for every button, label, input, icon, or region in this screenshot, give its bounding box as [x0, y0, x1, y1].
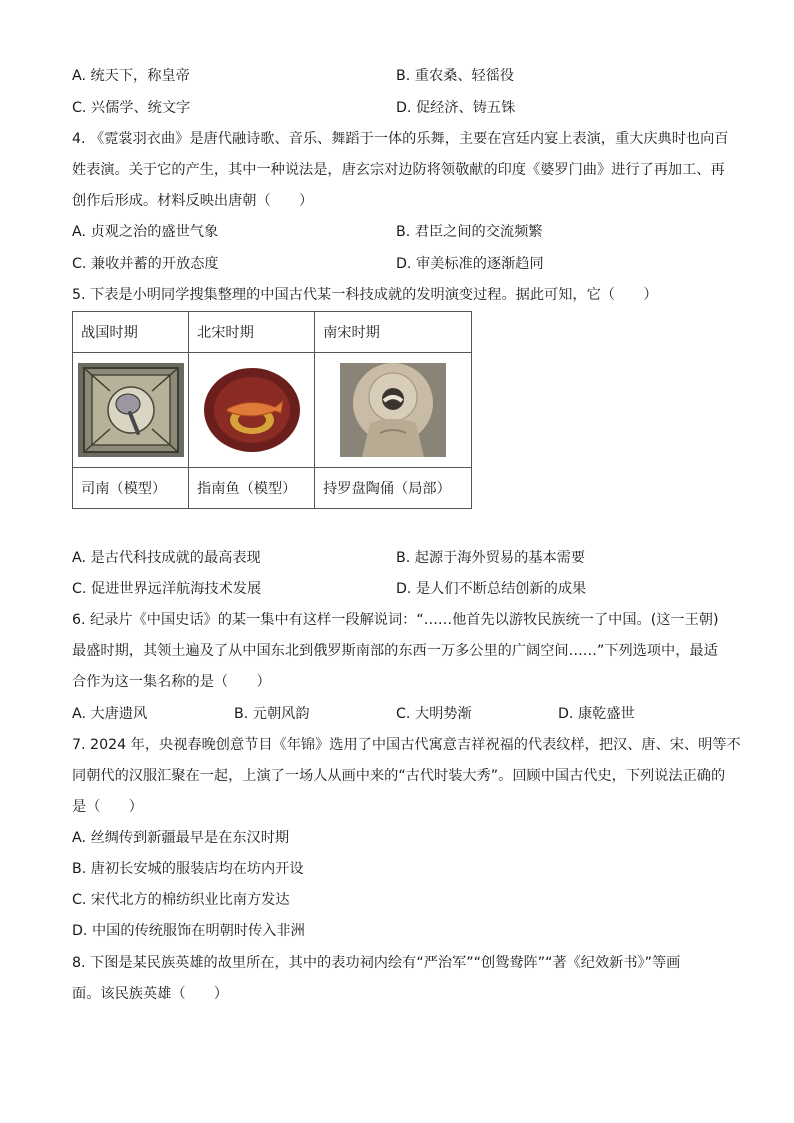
q7-option-a: A. 丝绸传到新疆最早是在东汉时期: [72, 830, 290, 846]
q4-line2: 姓表演。关于它的产生，其中一种说法是，唐玄宗对边防将领敬献的印度《婆罗门曲》进行了再加工、再: [72, 162, 725, 178]
q7-option-b: B. 唐初长安城的服装店均在坊内开设: [72, 861, 304, 877]
q5-options-row1: [72, 548, 732, 568]
q4-stem: [72, 129, 732, 222]
table-caption-row: [73, 468, 472, 509]
q3-option-a: A. 统天下，称皇帝: [72, 68, 190, 84]
q5-option-d: D. 是人们不断总结创新的成果: [396, 581, 587, 597]
q4-options-row1: [72, 222, 732, 242]
table-header-cell: 北宋时期: [189, 312, 315, 353]
table-caption-cell: 指南鱼（模型）: [189, 468, 315, 509]
q7-option-d: D. 中国的传统服饰在明朝时传入非洲: [72, 923, 305, 939]
q7-line1: 7. 2024 年，央视春晚创意节目《年锦》选用了中国古代寓意吉祥祝福的代表纹样，把汉、唐、宋、明等不: [72, 737, 741, 753]
q8-line1: 8. 下图是某民族英雄的故里所在，其中的表功祠内绘有“严治军”“创鸳鸯阵”“著《纪效新书》”等画: [72, 955, 681, 971]
q7-stem: [72, 735, 741, 828]
q5-stem: 5. 下表是小明同学搜集整理的中国古代某一科技成就的发明演变过程。据此可知，它（ ）: [72, 287, 658, 303]
q4-line3: 创作后形成。材料反映出唐朝（ ）: [72, 193, 314, 209]
q3-options-row1: [72, 66, 732, 86]
q8-line2: 面。该民族英雄（ ）: [72, 986, 229, 1002]
q3-option-c: C. 兴儒学、统文字: [72, 100, 191, 116]
q6-option-c: C. 大明势渐: [396, 706, 472, 722]
table-header-row: [73, 312, 472, 353]
table-image-row: [73, 353, 472, 468]
compass-figurine-image: [340, 363, 446, 457]
table-header-cell: 南宋时期: [315, 312, 472, 353]
q6-option-d: D. 康乾盛世: [558, 706, 635, 722]
q6-options-row: [72, 704, 732, 724]
q3-option-b: B. 重农桑、轻徭役: [396, 68, 515, 84]
q4-option-b: B. 君臣之间的交流频繁: [396, 224, 543, 240]
q3-option-d: D. 促经济、铸五铢: [396, 100, 516, 116]
q5-option-b: B. 起源于海外贸易的基本需要: [396, 550, 586, 566]
q6-stem: [72, 610, 732, 703]
south-pointing-fish-image: [199, 363, 305, 457]
q4-options-row2: [72, 254, 732, 274]
q6-line2: 最盛时期，其领土遍及了从中国东北到俄罗斯南部的东西一万多公里的广阔空间……”下列选项中，最适: [72, 643, 718, 659]
q4-option-d: D. 审美标准的逐渐趋同: [396, 256, 544, 272]
table-caption-cell: 司南（模型）: [73, 468, 189, 509]
q8-stem: [72, 953, 732, 1015]
q6-line1: 6. 纪录片《中国史话》的某一集中有这样一段解说词：“……他首先以游牧民族统一了中国。(这一王朝): [72, 612, 719, 628]
q4-option-c: C. 兼收并蓄的开放态度: [72, 256, 219, 272]
q5-option-a: A. 是古代科技成就的最高表现: [72, 550, 261, 566]
q6-option-a: A. 大唐遗风: [72, 706, 148, 722]
q4-option-a: A. 贞观之治的盛世气象: [72, 224, 219, 240]
q5-options-row2: [72, 579, 732, 599]
q5-option-c: C. 促进世界远洋航海技术发展: [72, 581, 262, 597]
q6-option-b: B. 元朝风韵: [234, 706, 310, 722]
q5-table: [72, 311, 472, 509]
q7-option-c: C. 宋代北方的棉纺织业比南方发达: [72, 892, 290, 908]
q4-line1: 4. 《霓裳羽衣曲》是唐代融诗歌、音乐、舞蹈于一体的乐舞，主要在宫廷内宴上表演，重大庆典时也向百: [72, 131, 729, 147]
table-caption-cell: 持罗盘陶俑（局部）: [315, 468, 472, 509]
q7-line2: 同朝代的汉服汇聚在一起，上演了一场人从画中来的“古代时装大秀”。回顾中国古代史，下列说法正确的: [72, 768, 726, 784]
sinan-spoon-image: [78, 363, 184, 457]
q6-line3: 合作为这一集名称的是（ ）: [72, 674, 271, 690]
q7-line3: 是（ ）: [72, 799, 143, 815]
q3-options-row2: [72, 98, 732, 118]
table-header-cell: 战国时期: [73, 312, 189, 353]
